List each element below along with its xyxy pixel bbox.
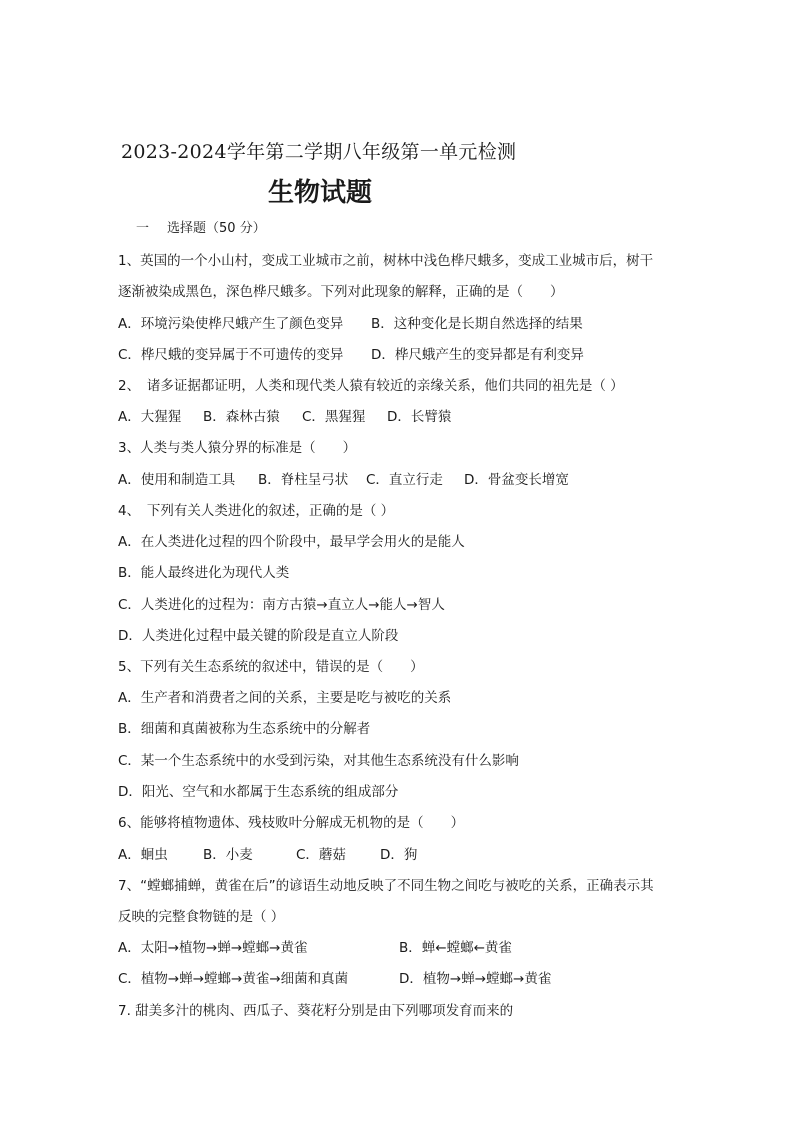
question-6-option-b: B．小麦 (203, 847, 253, 863)
section-heading (136, 217, 266, 236)
question-5-option-a: A．生产者和消费者之间的关系，主要是吃与被吃的关系 (118, 690, 452, 706)
question-3-option-row (118, 468, 569, 488)
question-2-stem: 2、 诸多证据都证明，人类和现代类人猿有较近的亲缘关系，他们共同的祖先是（ ） (118, 378, 624, 394)
question-3-option-a: A．使用和制造工具 (118, 472, 236, 488)
question-5-option-c: C．某一个生态系统中的水受到污染，对其他生态系统没有什么影响 (118, 753, 519, 769)
question-5-stem: 5、下列有关生态系统的叙述中，错误的是（ ） (118, 659, 424, 675)
question-5-option-b: B．细菌和真菌被称为生态系统中的分解者 (118, 721, 371, 737)
question-7-option-c: C．植物→蝉→螳螂→黄雀→细菌和真菌 (118, 971, 349, 987)
question-7-option-row (118, 936, 512, 956)
question-7-stem-line-1: 7、“螳螂捕蝉，黄雀在后”的谚语生动地反映了不同生物之间吃与被吃的关系，正确表示其 (118, 878, 654, 894)
question-1-option-d: D．桦尺蛾产生的变异都是有利变异 (371, 347, 584, 363)
question-2-option-d: D．长臂猿 (387, 409, 452, 425)
question-2-option-b: B．森林古猿 (203, 409, 280, 425)
question-6-stem: 6、能够将植物遗体、残枝败叶分解成无机物的是（ ） (118, 815, 465, 831)
question-2-option-c: C．黑猩猩 (302, 409, 366, 425)
question-6-option-d: D．狗 (380, 847, 418, 863)
section-number: 一 (136, 221, 150, 236)
question-3-stem: 3、人类与类人猿分界的标准是（ ） (118, 440, 357, 456)
question-7-option-d: D．植物→蝉→螳螂→黄雀 (399, 971, 552, 987)
question-1-option-a: A．环境污染使桦尺蛾产生了颜色变异 (118, 316, 344, 332)
exam-header-title: 2023-2024学年第二学期八年级第一单元检测 (121, 141, 517, 163)
question-2-option-a: A．大猩猩 (118, 409, 182, 425)
question-1-stem-line-2: 逐渐被染成黑色，深色桦尺蛾多。下列对此现象的解释，正确的是（ ） (118, 284, 564, 300)
question-7-option-b: B．蝉←螳螂←黄雀 (399, 940, 512, 956)
question-5-option-d: D．阳光、空气和水都属于生态系统的组成部分 (118, 784, 399, 800)
question-6-option-c: C．蘑菇 (296, 847, 346, 863)
question-1-stem-line-1: 1、英国的一个小山村，变成工业城市之前，树林中浅色桦尺蛾多，变成工业城市后，树干 (118, 253, 654, 269)
question-7-stem-line-2: 反映的完整食物链的是（ ） (118, 909, 285, 925)
question-4-option-b: B．能人最终进化为现代人类 (118, 565, 290, 581)
question-3-option-c: C．直立行走 (366, 472, 443, 488)
question-7-option-row (118, 967, 551, 987)
question-4-option-c: C．人类进化的过程为：南方古猿→直立人→能人→智人 (118, 597, 445, 613)
question-8-stem: 7. 甜美多汁的桃肉、西瓜子、葵花籽分别是由下列哪项发育而来的 (118, 1003, 514, 1019)
question-3-option-d: D．骨盆变长增宽 (464, 472, 569, 488)
question-1-option-c: C．桦尺蛾的变异属于不可遗传的变异 (118, 347, 344, 363)
question-1-option-row (118, 343, 584, 363)
question-1-option-b: B．这种变化是长期自然选择的结果 (371, 316, 583, 332)
section-label: 选择题（50 分） (167, 221, 266, 236)
question-1-option-row (118, 312, 583, 332)
question-6-option-row (118, 843, 417, 863)
question-4-stem: 4、 下列有关人类进化的叙述，正确的是（ ） (118, 503, 395, 519)
question-4-option-d: D．人类进化过程中最关键的阶段是直立人阶段 (118, 628, 399, 644)
question-4-option-a: A．在人类进化过程的四个阶段中，最早学会用火的是能人 (118, 534, 465, 550)
question-6-option-a: A．蛔虫 (118, 847, 168, 863)
question-3-option-b: B．脊柱呈弓状 (258, 472, 349, 488)
question-7-option-a: A．太阳→植物→蝉→螳螂→黄雀 (118, 940, 308, 956)
subject-title: 生物试题 (268, 178, 373, 208)
question-2-option-row (118, 405, 451, 425)
